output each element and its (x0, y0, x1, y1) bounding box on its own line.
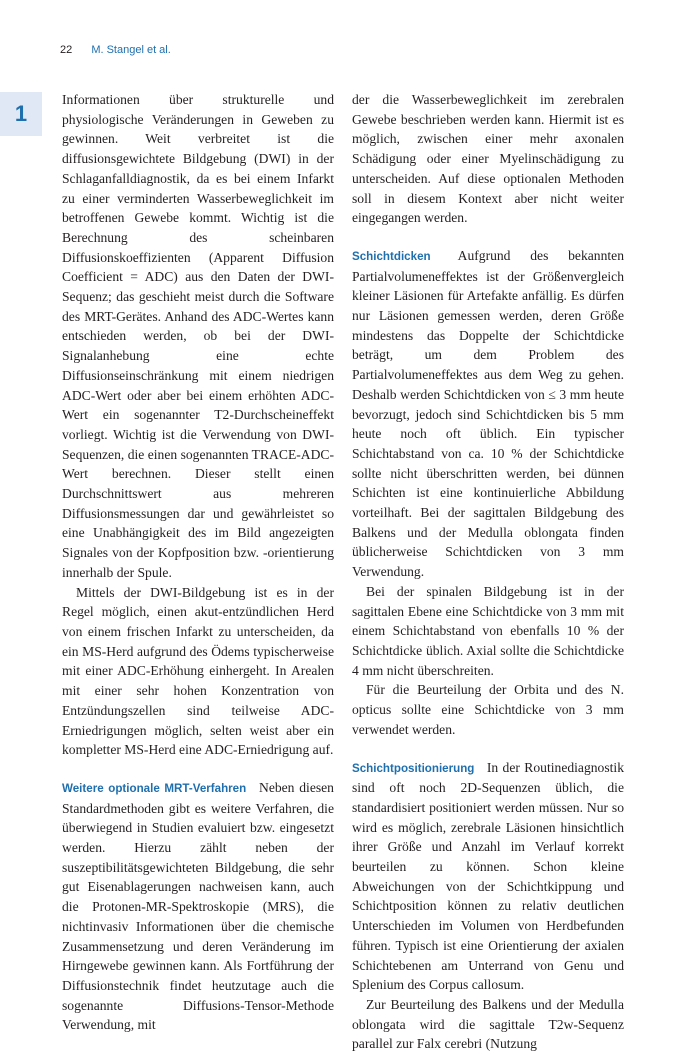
left-paragraph-3-text: Neben diesen Standardmethoden gibt es weitere Verfahren, die überwiegend in Studien evaluiert bzw. eingesetzt werden. Hierzu zählt neben der suszeptibilitätsgewichteten Bildgebung, die sehr gut Eisenablagerungen nachweisen kann, auch die Protonen-MR-Spektroskopie (MRS), die nichtinvasiv Informationen über die chemische Zusammensetzung und deren Veränderung im Hirngewebe gewinnen kann. Als Fortführung der Diffusionstechnik findet heutzutage auch die sogenannte Diffusions-Tensor-Methode Verwendung, mit (62, 779, 334, 1033)
right-paragraph-5-text: In der Routinediagnostik sind oft noch 2D-Sequenzen üblich, die standardisiert positioniert werden müssen. Nur so wird es möglich, zerebrale Läsionen hinsichtlich ihrer Größe und Anzahl im Verlauf korrekt beurteilen zu können. Schon kleine Abweichungen von der Schichtkippung und Schichtposition können zu relativ deutlichen Unterschieden im Volumen von Herdbefunden führen. Typisch ist eine Orientierung der axialen Schichtebenen am Unterrand von Genu und Splenium des Corpus callosum. (352, 759, 624, 993)
running-author: M. Stangel et al. (91, 44, 171, 56)
right-paragraph-5 (352, 758, 624, 995)
right-paragraph-4: Für die Beurteilung der Orbita und des N. opticus sollte eine Schichtdicke von 3 mm verwendet werden. (352, 682, 624, 737)
page-number: 22 (60, 44, 73, 56)
running-header (60, 44, 171, 56)
right-paragraph-3: Bei der spinalen Bildgebung ist in der sagittalen Ebene eine Schichtdicke von 3 mm mit einem Schichtabstand von ebenfalls 10 % der Schichtdicke üblich. Axial sollte die Schichtdicke 4 mm nicht überschreiten. (352, 583, 624, 678)
right-paragraph-6: Zur Beurteilung des Balkens und der Medulla oblongata wird die sagittale T2w-Sequenz parallel zur Falx cerebri (Nutzung (352, 996, 624, 1052)
left-paragraph-2: Mittels der DWI-Bildgebung ist es in der Regel möglich, einen akut-entzündlichen Herd von einem frischen Infarkt zu unterscheiden, da ein MS-Herd aufgrund des Ödems typischerweise mit einer ADC-Erhöhung einhergeht. In Arealen mit einer sehr hohen Konzentration von Entzündungszellen sind teilweise ADC-Erniedrigungen möglich, selten weist aber ein kompletter MS-Herd eine ADC-Erniedrigung auf. (62, 584, 334, 758)
right-column (352, 90, 624, 1054)
right-paragraph-2-text: Aufgrund des bekannten Partialvolumeneffektes ist der Größenvergleich kleiner Läsionen für Artefakte anfällig. Es dürfen nur Läsionen gemessen werden, deren Größe mindestens das Doppelte der Schichtdicke beträgt, um dem Problem des Partialvolumeneffektes aus dem Weg zu gehen. Deshalb werden Schichtdicken von ≤ 3 mm heute bevorzugt, jedoch sind Schichtdicken bis 5 mm heute noch oft üblich. Ein typischer Schichtabstand von ca. 10 % der Schichtdicke sollte nicht überschritten werden, bei dünnen Schichten ist eine kontinuierliche Abbildung vorteilhaft. Bei der sagittalen Bildgebung des Balkens und der Medulla oblongata finden üblicherweise Schichtdicken von 3 mm Verwendung. (352, 247, 624, 580)
right-paragraph-1: der die Wasserbeweglichkeit im zerebralen Gewebe beschrieben werden kann. Hiermit ist es möglich, zwischen einer mehr axonalen Schädigung oder einer Myelinschädigung zu unterscheiden. Auf diese optionalen Methoden soll in diesem Kontext aber nicht weiter eingegangen werden. (352, 92, 624, 226)
section-heading-weitere-verfahren: Weitere optionale MRT-Verfahren (62, 781, 247, 795)
section-heading-schichtdicken: Schichtdicken (352, 249, 431, 263)
left-column (62, 90, 334, 1035)
left-paragraph-1: Informationen über strukturelle und physiologische Veränderungen in Geweben zu gewinnen. Weit verbreitet ist die diffusionsgewichtete Bildgebung (DWI) in der Schlaganfalldiagnostik, da es bei einem Infarkt zu einer verminderten Wasserbeweglichkeit im betroffenen Gewebe kommt. Wichtig ist die Berechnung des scheinbaren Diffusionskoeffizienten (Apparent Diffusion Coefficient = ADC) aus den Daten der DWI-Sequenz; das geschieht meist durch die Software des MRT-Gerätes. Anhand des ADC-Wertes kann entschieden werden, ob bei der DWI-Signalanhebung eine echte Diffusionseinschränkung mit einem niedrigen ADC-Wert oder aber bei einem erhöhten ADC-Wert ein sogenannter T2-Durchscheineffekt vorliegt. Wichtig ist die Verwendung von DWI-Sequenzen, die einen sogenannten TRACE-ADC-Wert berechnen. Dieser stellt einen Durchschnittswert aus mehreren Diffusionsmessungen dar und gewährleistet so eine Unabhängigkeit des im Bild angezeigten Signales von der Kopfposition bzw. -orientierung innerhalb der Spule. (62, 92, 334, 580)
left-paragraph-3 (62, 778, 334, 1035)
section-heading-schichtpositionierung: Schichtpositionierung (352, 761, 475, 775)
right-paragraph-2 (352, 246, 624, 582)
chapter-tab: 1 (0, 92, 42, 136)
